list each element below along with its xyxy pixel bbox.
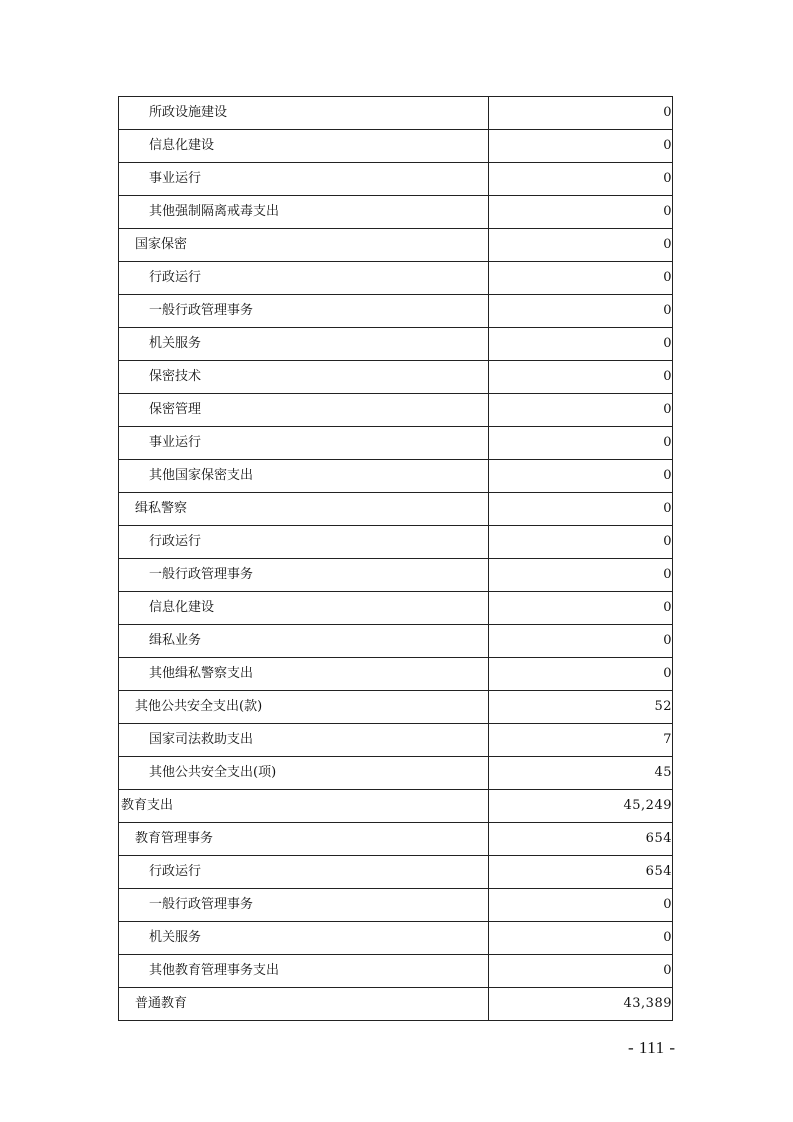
table-row (119, 790, 673, 823)
row-item-name: 其他强制隔离戒毒支出 (119, 196, 489, 229)
table-row (119, 526, 673, 559)
row-item-name: 所政设施建设 (119, 97, 489, 130)
table-row (119, 757, 673, 790)
table-row (119, 229, 673, 262)
row-item-amount: 0 (489, 361, 673, 394)
row-item-amount: 45,249 (489, 790, 673, 823)
row-item-name: 行政运行 (119, 262, 489, 295)
budget-table (118, 96, 673, 1021)
table-row (119, 493, 673, 526)
table-row (119, 922, 673, 955)
row-item-name: 其他教育管理事务支出 (119, 955, 489, 988)
row-item-name: 事业运行 (119, 427, 489, 460)
row-item-name: 机关服务 (119, 328, 489, 361)
row-item-name: 普通教育 (119, 988, 489, 1021)
row-item-amount: 0 (489, 559, 673, 592)
table-row (119, 196, 673, 229)
row-item-amount: 0 (489, 955, 673, 988)
row-item-amount: 0 (489, 130, 673, 163)
row-item-name: 国家保密 (119, 229, 489, 262)
table-row (119, 724, 673, 757)
row-item-amount: 45 (489, 757, 673, 790)
table-row (119, 988, 673, 1021)
row-item-name: 行政运行 (119, 526, 489, 559)
table-row (119, 328, 673, 361)
table-row (119, 163, 673, 196)
table-row (119, 262, 673, 295)
table-row (119, 823, 673, 856)
row-item-amount: 0 (489, 196, 673, 229)
row-item-amount: 0 (489, 295, 673, 328)
row-item-name: 事业运行 (119, 163, 489, 196)
row-item-name: 其他公共安全支出(款) (119, 691, 489, 724)
table-row (119, 856, 673, 889)
row-item-amount: 0 (489, 328, 673, 361)
table-row (119, 295, 673, 328)
row-item-name: 信息化建设 (119, 592, 489, 625)
row-item-amount: 654 (489, 856, 673, 889)
row-item-amount: 0 (489, 526, 673, 559)
row-item-amount: 0 (489, 625, 673, 658)
table-row (119, 691, 673, 724)
table-row (119, 889, 673, 922)
table-row (119, 955, 673, 988)
row-item-name: 机关服务 (119, 922, 489, 955)
table-row (119, 460, 673, 493)
row-item-amount: 0 (489, 592, 673, 625)
row-item-name: 教育管理事务 (119, 823, 489, 856)
row-item-amount: 0 (489, 460, 673, 493)
row-item-name: 信息化建设 (119, 130, 489, 163)
row-item-name: 保密技术 (119, 361, 489, 394)
page-number: - 111 - (628, 1038, 676, 1057)
row-item-amount: 52 (489, 691, 673, 724)
row-item-amount: 43,389 (489, 988, 673, 1021)
row-item-amount: 0 (489, 658, 673, 691)
row-item-amount: 0 (489, 493, 673, 526)
table-row (119, 625, 673, 658)
row-item-amount: 0 (489, 163, 673, 196)
table-row (119, 658, 673, 691)
row-item-amount: 0 (489, 394, 673, 427)
row-item-amount: 0 (489, 889, 673, 922)
row-item-name: 教育支出 (119, 790, 489, 823)
row-item-name: 其他公共安全支出(项) (119, 757, 489, 790)
row-item-name: 其他缉私警察支出 (119, 658, 489, 691)
row-item-amount: 0 (489, 97, 673, 130)
table-row (119, 559, 673, 592)
row-item-name: 国家司法救助支出 (119, 724, 489, 757)
table-row (119, 394, 673, 427)
row-item-name: 一般行政管理事务 (119, 889, 489, 922)
row-item-amount: 654 (489, 823, 673, 856)
row-item-name: 缉私业务 (119, 625, 489, 658)
row-item-amount: 0 (489, 427, 673, 460)
row-item-amount: 7 (489, 724, 673, 757)
row-item-name: 其他国家保密支出 (119, 460, 489, 493)
row-item-name: 保密管理 (119, 394, 489, 427)
table-row (119, 592, 673, 625)
row-item-amount: 0 (489, 922, 673, 955)
row-item-name: 行政运行 (119, 856, 489, 889)
row-item-amount: 0 (489, 229, 673, 262)
table-row (119, 130, 673, 163)
row-item-name: 一般行政管理事务 (119, 295, 489, 328)
row-item-name: 缉私警察 (119, 493, 489, 526)
row-item-name: 一般行政管理事务 (119, 559, 489, 592)
row-item-amount: 0 (489, 262, 673, 295)
budget-table-body (119, 97, 673, 1021)
table-row (119, 361, 673, 394)
table-row (119, 427, 673, 460)
table-row (119, 97, 673, 130)
